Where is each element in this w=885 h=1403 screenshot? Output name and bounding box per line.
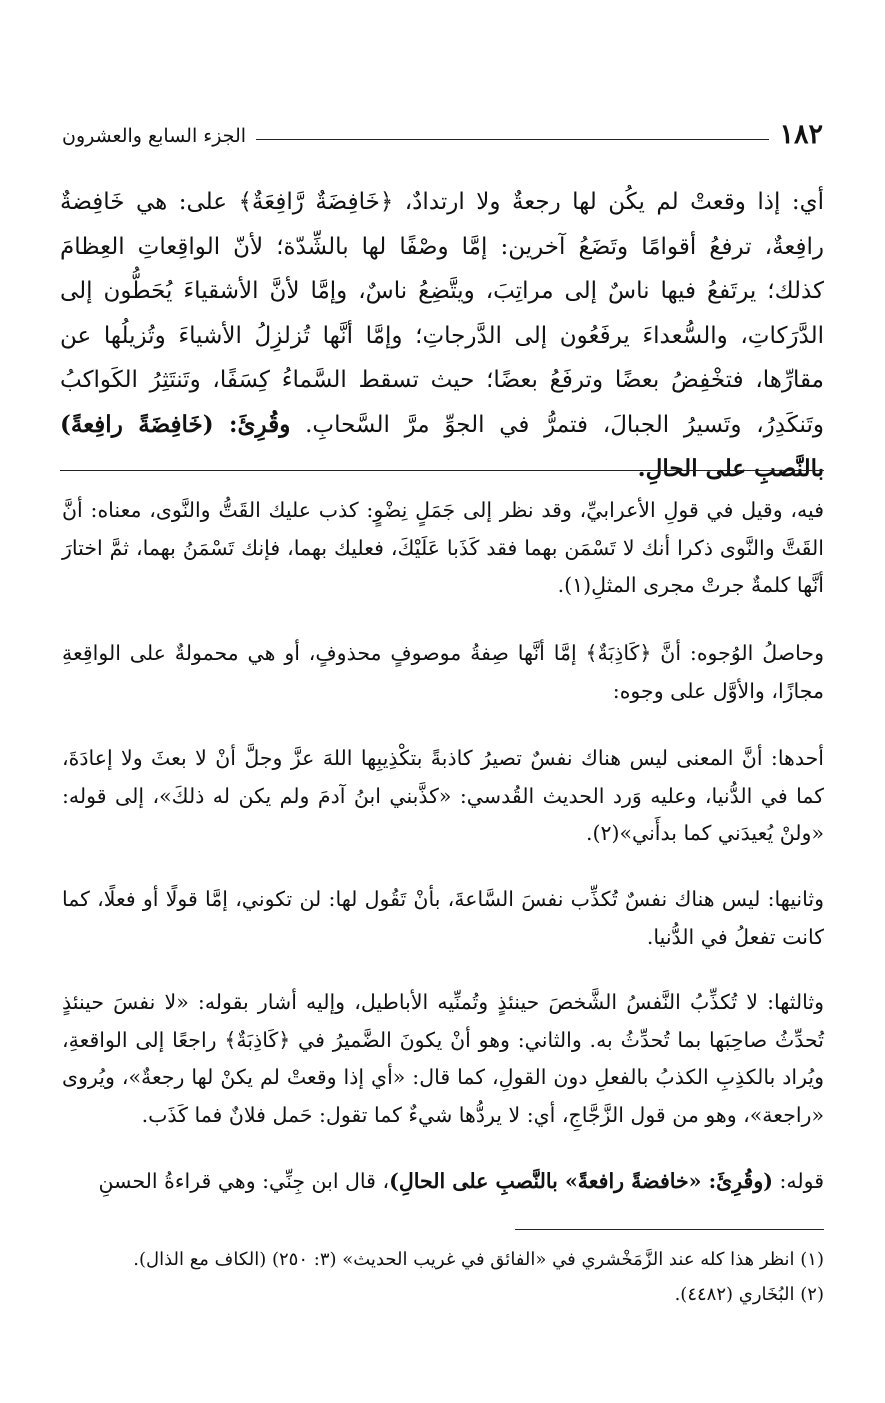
paragraph-6-suffix: ، قال ابن جِنِّي: وهي قراءةُ الحسنِ (98, 1169, 390, 1193)
main-text-bold: وقُرِئَ: (خَافِضَةً رافِعةً) بالنَّصبِ على الحالِ. (60, 410, 824, 482)
paragraph-6-prefix: قوله: (772, 1169, 824, 1193)
main-text (60, 180, 824, 492)
footnote-1: (١) انظر هذا كله عند الزَّمَخْشري في «الفائق في غريب الحديث» (٣: ٢٥٠) (الكاف مع الذال). (133, 1249, 824, 1270)
page-number: ١٨٢ (779, 119, 823, 150)
paragraph-6-bold: (وقُرِئَ: «خافضةً رافعةً» بالنَّصبِ على الحالِ) (389, 1169, 773, 1193)
header-rule (256, 139, 769, 140)
commentary-paragraph-4: وثانيها: ليس هناك نفسٌ تُكذِّب نفسَ السَّاعةَ، بأنْ تَقُول لها: لن تكوني، إمَّا قولًا أو فعلًا، كما كانت تفعلُ في الدُّنيا. (62, 887, 824, 949)
commentary-paragraph-2: وحاصلُ الوُجوه: أنَّ ﴿كَاذِبَةٌ﴾ إمَّا أنَّها صِفةُ موصوفٍ محذوفٍ، أو هي محمولةٌ على الواقِعةِ مجازًا، والأوَّل على وجوه: (62, 641, 824, 703)
commentary-paragraph-5: وثالثها: لا تُكذِّبُ النَّفسُ الشَّخصَ حينئذٍ وتُمنِّيه الأباطيل، وإليه أشار بقوله: «لا نفسَ حينئذٍ تُحدِّثُ صاحِبَها بما تُحدِّثُ به. والثاني: وهو أنْ يكونَ الضَّميرُ في ﴿كَاذِبَةٌ﴾ راجعًا إلى الواقعةِ، ويُراد بالكذِبِ الكذبُ بالفعلِ دون القولِ، كما قال: «أي إذا وقعتْ لم يكنْ لها رجعةٌ»، ويُروى «راجعة»، وهو من قول الزَّجَّاجِ، أي: لا يردُّها شيءٌ كما تقول: حَمل فلانٌ فما كَذَب. (62, 990, 824, 1127)
commentary-paragraph-1: فيه، وقيل في قولِ الأعرابيِّ، وقد نظر إلى جَمَلٍ نِضْوٍ: كذب عليك القَتُّ والنَّوى، معناه: أنَّ القَتَّ والنَّوى ذكرا أنك لا تَسْمَن بهما فقد كَذَبا عَلَيْكَ، فعليك بهما، فإنك تَسْمَنُ بهما، ثمَّ اختارَ أنَّها كلمةٌ جرتْ مجرى المثلِ(١). (62, 498, 824, 597)
page-header (62, 116, 823, 150)
commentary-paragraph-3: أحدها: أنَّ المعنى ليس هناك نفسٌ تصيرُ كاذبةً بتكْذِيبِها اللهَ عزَّ وجلَّ أنْ لا بعثَ ولا إعادَةَ، كما في الدُّنيا، وعليه وَرد الحديث القُدسي: «كذَّبني ابنُ آدمَ ولم يكن له ذلكَ»، إلى قوله: «ولنْ يُعيدَني كما بدأَني»(٢). (62, 746, 824, 845)
main-text-divider (60, 470, 824, 471)
footnote-divider (515, 1229, 824, 1230)
running-title: الجزء السابع والعشرون (62, 125, 247, 147)
commentary-paragraph-6 (62, 1163, 824, 1201)
main-text-body: أي: إذا وقعتْ لم يكُن لها رجعةٌ ولا ارتدادٌ، ﴿خَافِضَةٌ رَّافِعَةٌ﴾ على: هي خَافِضةٌ رافِعةٌ، ترفعُ أقوامًا وتَضَعُ آخرين: إمَّا وصْفًا لها بالشِّدّة؛ لأنّ الواقِعاتِ العِظامَ كذلك؛ يرتَفعُ فيها ناسٌ إلى مراتِبَ، ويتَّضِعُ ناسٌ، وإمَّا لأنَّ الأشقياءَ يُحَطُّون إلى الدَّرَكاتِ، والسُّعداءَ يرفَعُون إلى الدَّرجاتِ؛ وإمَّا أنَّها تُزلزِلُ الأشياءَ وتُزيلُها عن مقارِّها، فتخْفِضُ بعضًا وترفَعُ بعضًا؛ حيث تسقط السَّماءُ كِسَفًا، وتَنتَثِرُ الكَواكبُ وتَنكَدِرُ، وتَسيرُ الجبالَ، فتمرُّ في الجوِّ مرَّ السَّحابِ. (60, 189, 825, 438)
footnote-2: (٢) البُخَاري (٤٤٨٢). (674, 1284, 824, 1305)
